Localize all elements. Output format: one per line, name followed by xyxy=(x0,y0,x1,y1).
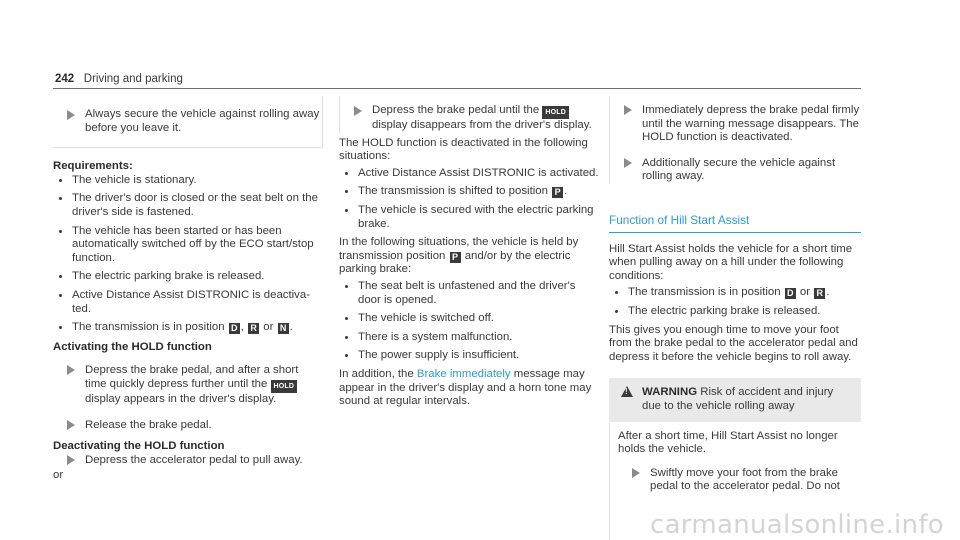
activate-step-1 xyxy=(53,364,323,406)
gear-p-icon: P xyxy=(450,252,461,263)
step-additionally xyxy=(610,157,861,184)
step-arrow-icon xyxy=(624,105,632,115)
hold-icon: HOLD xyxy=(542,106,569,119)
column-3 xyxy=(609,96,861,540)
gear-d-icon: D xyxy=(229,323,240,334)
list-item-text: The transmission is in position xyxy=(72,321,228,334)
warning-label: WARNING xyxy=(642,386,698,399)
or-word: or xyxy=(799,286,811,299)
gear-d-icon: D xyxy=(785,288,796,299)
list-item: The transmission is in position D , R or N . xyxy=(53,321,323,335)
step-text: Swiftly move your foot from the brake pedal to the accelerator pedal. Do not xyxy=(650,466,840,493)
list-item: The seat belt is unfastened and the driver's door is opened. xyxy=(339,280,599,307)
paragraph-text: In the following situations, the vehicle is held by transmission position xyxy=(339,236,579,262)
deactivate-step-1 xyxy=(53,454,323,468)
held-situations xyxy=(339,280,599,363)
gear-r-icon: R xyxy=(814,288,825,299)
requirements xyxy=(53,160,323,335)
step-arrow-icon xyxy=(67,365,75,375)
warning-step xyxy=(618,467,853,494)
column-1 xyxy=(53,96,323,486)
paragraph-text: message may appear in the driver's display and a horn tone may sound at regular intervals. xyxy=(339,367,592,408)
warning-triangle-icon xyxy=(621,386,633,397)
step-text: Depress the brake pedal until the xyxy=(372,104,540,116)
note-secure xyxy=(53,96,323,148)
hill-start-info: This gives you enough time to move your foot from the brake pedal to the accelerator pedal and depress it before the vehicle begins to roll away. xyxy=(609,323,858,363)
held-intro xyxy=(339,236,599,277)
list-item: The power supply is insufficient. xyxy=(339,349,599,363)
hill-start-intro: Hill Start Assist holds the vehicle for a short time when pulling away on a hill under the following conditions: xyxy=(609,242,853,282)
list-item-text: The transmission is in position xyxy=(628,286,784,299)
brake-immediately-link[interactable]: Brake immediately xyxy=(416,367,511,380)
step-arrow-icon xyxy=(632,468,640,478)
warning-header xyxy=(609,378,861,421)
page-header xyxy=(55,73,183,87)
hill-start-conditions xyxy=(609,286,861,318)
requirements-title: Requirements: xyxy=(53,160,133,173)
list-item: Active Distance Assist DISTRONIC is deactivated. xyxy=(53,289,323,316)
step-arrow-icon xyxy=(67,455,75,465)
deactivating-title: Deactivating the HOLD function xyxy=(53,440,225,453)
or-word: or xyxy=(263,321,274,334)
list-item: The vehicle is secured with the electric parking brake. xyxy=(339,204,599,231)
step-arrow-icon xyxy=(67,420,75,430)
list-item: The vehicle has been started or has been automatically switched off by the ECO start/stop function. xyxy=(53,225,323,266)
hill-start-title: Function of Hill Start Assist xyxy=(609,214,861,233)
gear-p-icon: P xyxy=(552,187,563,198)
deactivated-situations xyxy=(339,167,599,231)
list-item: The electric parking brake is released. xyxy=(609,305,861,319)
step-text: display appears in the driver's display. xyxy=(85,392,277,405)
note-text: Always secure the vehicle against rolling away before you leave it. xyxy=(85,108,320,134)
list-item: The transmission is in position D or R . xyxy=(609,286,861,300)
steps-box xyxy=(609,96,861,184)
list-item: Active Distance Assist DISTRONIC is activated. xyxy=(339,167,599,181)
column-2 xyxy=(339,96,599,412)
step-text: display disappears from the driver's display. xyxy=(372,119,592,131)
step-arrow-icon xyxy=(354,106,362,116)
step-text: Depress the accelerator pedal to pull away. xyxy=(85,453,303,466)
gear-r-icon: R xyxy=(248,323,259,334)
step-depress-brake xyxy=(339,96,599,133)
step-text: Additionally secure the vehicle against rolling away. xyxy=(642,156,836,183)
step-arrow-icon xyxy=(67,110,75,120)
requirements-list xyxy=(53,174,323,335)
header-rule xyxy=(53,88,861,89)
step-arrow-icon xyxy=(624,158,632,168)
list-item: The electric parking brake is released. xyxy=(53,270,323,284)
list-item: The vehicle is switched off. xyxy=(339,312,599,326)
step-text: Depress the brake pedal, and after a short time quickly depress further until the xyxy=(85,364,299,390)
warning-text: Risk of accident and injury due to the vehicle rolling away xyxy=(642,386,834,412)
brake-message-paragraph xyxy=(339,368,599,409)
activate-step-2 xyxy=(53,419,323,433)
activating-title: Activating the HOLD function xyxy=(53,340,212,353)
list-item: The transmission is shifted to position P . xyxy=(339,185,599,199)
step-text: Immediately depress the brake pedal firmly until the warning message disappears. The HOLD function is deactivated. xyxy=(642,104,860,144)
hold-icon: HOLD xyxy=(271,380,298,393)
paragraph-text: In addition, the xyxy=(339,367,414,380)
gear-n-icon: N xyxy=(278,323,289,334)
step-text: Release the brake pedal. xyxy=(85,418,212,431)
paragraph-text: and/or by the electric parking brake: xyxy=(339,249,571,276)
page-number: 242 xyxy=(55,73,75,85)
warning-body-text: After a short time, Hill Start Assist no longer holds the vehicle. xyxy=(618,429,838,456)
watermark: carmanualsonline.info xyxy=(649,510,944,540)
deactivated-intro: The HOLD function is deactivated in the following situations: xyxy=(339,136,588,163)
list-item: The driver's door is closed or the seat belt on the driver's side is fastened. xyxy=(53,192,323,219)
step-immediately xyxy=(610,104,861,145)
list-item: There is a system malfunction. xyxy=(339,331,599,345)
list-item: The vehicle is stationary. xyxy=(53,174,323,188)
or-label: or xyxy=(53,469,64,482)
section-title: Driving and parking xyxy=(83,73,183,85)
list-item-text: The transmission is shifted to position xyxy=(358,185,552,198)
